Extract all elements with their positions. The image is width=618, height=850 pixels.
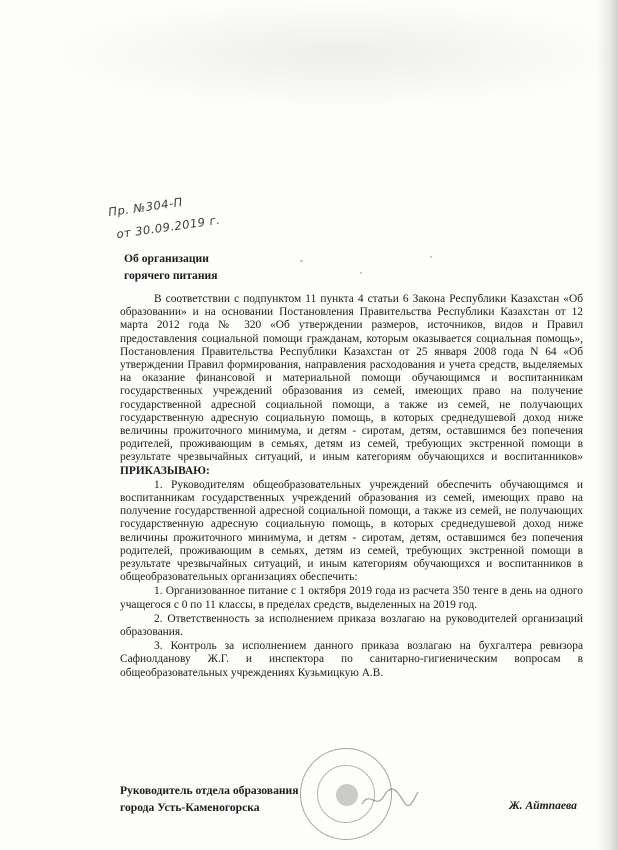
preamble-text: В соответствии с подпунктом 11 пункта 4 статьи 6 Закона Республики Казахстан «Об образовании» и на основании Постановления Правительства Республики Казахстан от 12 марта 2012 года № 320 «Об утверждении размеров, источников, видов и Правил предоставления социальной помощи гражданам, которым оказывается социальная помощь», Постановления Правительства Республики Казахстан от 25 января 2008 года N 64 «Об утверждении Правил формирования, направления расходования и учета средств, выделяемых на оказание финансовой и материальной помощи обучающимся и воспитанникам государственных учреждений образования из семей, имеющих право на получение государственной адресной социальной помощи, а также из семей, не получающих государственную адресную социальную помощь, в которых среднедушевой доход ниже величины прожиточного минимума, и детям - сиротам, детям, оставшимся без попечения родителей, проживающим в семьях, детям из семей, требующих экстренной помощи в результате чрезвычайных ситуаций, и иным категориям обучающихся и воспитанников»	[120, 293, 583, 464]
order-subitem-1: 1. Организованное питание с 1 октября 2019 года из расчета 350 тенге в день на одного учащегося с 0 по 11 классы, в пределах средств, выделенных на 2019 год.	[120, 585, 583, 611]
signature-scribble-icon	[360, 786, 420, 812]
scan-shadow-top	[0, 0, 618, 120]
order-item-3: 3. Контроль за исполнением данного приказа возлагаю на бухгалтера ревизора Сафиолданову Ж.Г. и инспектора по санитарно-гигиеническим вопросам в общеобразовательных учреждениях Кузьмицкую А.В.	[120, 640, 583, 679]
signature-block	[120, 782, 299, 816]
handwritten-order-date: от 30.09.2019 г.	[115, 212, 222, 242]
scan-speck	[360, 272, 362, 274]
scan-speck	[300, 260, 303, 262]
signatory-position-line-1: Руководитель отдела образования	[120, 784, 299, 797]
scan-speck	[430, 256, 432, 258]
order-item-2: 2. Ответственность за исполнением приказа возлагаю на руководителей организаций образования.	[120, 612, 583, 639]
signatory-position-line-2: города Усть-Каменогорска	[120, 801, 260, 814]
order-item-1: 1. Руководителям общеобразовательных учреждений обеспечить обучающимся и воспитанникам государственных учреждений образования из семей, имеющих право на получение государственной адресной социальной помощи, а также из семей, не получающих государственную адресную социальную помощь, в которых среднедушевой доход ниже величины прожиточного минимума, и детям - сиротам, детям, оставшимся без попечения родителей, проживающим в семьях, детям из семей, требующих экстренной помощи в результате чрезвычайных ситуаций, и иным категориям обучающихся и воспитанников в общеобразовательных организациях обеспечить:	[120, 478, 583, 584]
scan-shadow-right	[596, 0, 618, 850]
title-line-2: горячего питания	[124, 269, 218, 282]
document-title	[124, 250, 217, 284]
document-body	[120, 293, 583, 680]
preamble-paragraph	[120, 293, 583, 478]
handwritten-order-number: Пр. №304-П	[107, 194, 184, 220]
order-word: ПРИКАЗЫВАЮ:	[120, 464, 210, 477]
signatory-name: Ж. Айтпаева	[509, 799, 577, 812]
stamp-emblem-icon	[336, 784, 358, 806]
title-line-1: Об организации	[124, 252, 209, 265]
